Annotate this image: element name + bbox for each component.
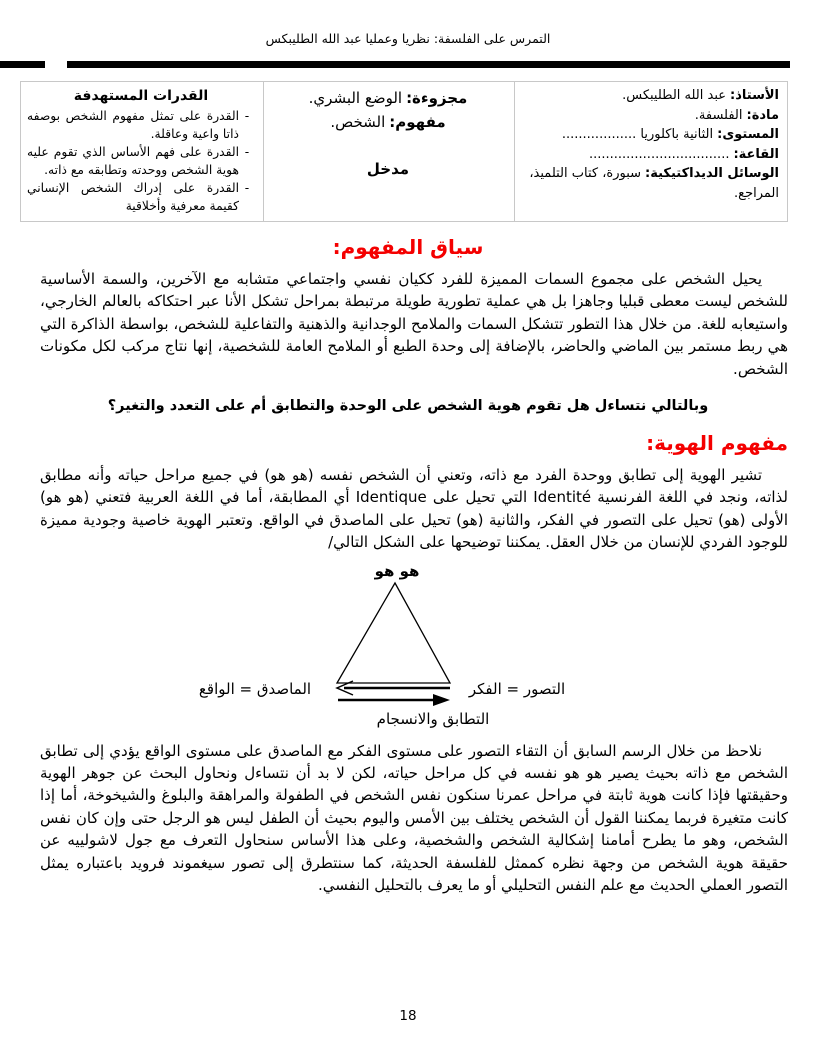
problematic-question: وبالتالي نتساءل هل تقوم هوية الشخص على الوحدة والتطابق أم على التعدد والتغير؟ [107, 398, 709, 415]
lesson-info-table [20, 81, 788, 222]
teacher-info-cell [515, 82, 788, 222]
conclusion-paragraph: نلاحظ من خلال الرسم السابق أن التقاء التصور على مستوى الفكر مع الماصدق على مستوى الواقع يؤدي إلى تطابق الشخص مع ذاته بحيث يصير هو هو نفسه في كل مراحل حياته، لكن لا بد أن نتساءل ونحاول البحث عن جوهر الهوية وحقيقتها فإذا كانت هوية ثابتة في مراحل عمرنا سنكون نفس الشخص في الطفولة والمراهقة والبلوغ والشيخوخة، أما إذا كانت متغيرة فربما يمكننا القول أن الشخص يختلف بين الأمس واليوم بحيث أن الطفل ليس هو الرجل حتى وإن كان نفس الشخص، وهو ما يطرح أمامنا إشكالية الشخص والشخصية، وعلى هذا الأساس سنحاول التعرف مع جول لاشولييه عن حقيقة هوية الشخص من وجهة نظره كممثل للفلسفة الحديثة، كما سنتطرق إلى تصور سيغموند فرويد باعتباره يمثل التصور العملي الحديث مع علم النفس التحليلي أو ما يعرف بالتحليل النفسي. [40, 741, 788, 895]
module-info-cell [264, 82, 515, 222]
entry-heading: مدخل [366, 160, 410, 178]
subject-label: مادة: [746, 107, 779, 123]
lesson-info-row [21, 82, 788, 222]
didactic-means-label: الوسائل الديداكتيكية: [645, 166, 779, 181]
concept-label: مفهوم: [389, 113, 446, 131]
module-label: مجزوءة: [406, 89, 468, 107]
capacity-item-text: القدرة على فهم الأساس الذي تقوم عليه هوية الشخص ووحدته وتطابقه مع ذاته. [27, 145, 239, 177]
didactic-means-value: سبورة، كتاب التلميذ، المراجع. [529, 166, 779, 201]
header-rule-main-segment [67, 61, 790, 68]
page-number: 18 [399, 1008, 417, 1024]
diagram-top-label: هو هو [374, 561, 420, 580]
identity-section-heading: مفهوم الهوية: [646, 431, 788, 456]
room-line [521, 145, 779, 165]
concept-value: الشخص. [330, 113, 386, 131]
dash-bullet: - [244, 109, 250, 123]
room-value: .................................. [588, 146, 730, 162]
level-value: الثانية باكلوريا .................. [561, 127, 714, 142]
header-rule [0, 61, 816, 68]
level-label: المستوى: [717, 127, 779, 142]
running-header-title: التمرس على الفلسفة: نظريا وعمليا عبد الله الطليبكس [265, 31, 551, 46]
context-paragraph: يحيل الشخص على مجموع السمات المميزة للفرد ككيان نفسي واجتماعي متشابه مع الآخرين، والسمة الأساسية للشخص ليست معطى قبليا وجاهزا بل هي عملية تطورية طويلة مرتبطة بمراحل تشكل الأنا عبر احتكاكه بالعالم الخارجي، واستيعابه للغة. من خلال هذا التطور تتشكل السمات والملامح الوجدانية والذهنية والتفاعلية للشخص، بواسطة الذاكرة التي هي ربط مستمر بين الماضي والحاضر، بالإضافة إلى وحدة الطبع أو الملامح العامة للشخصية، إنها نتاج مركب لكل مكونات الشخص. [40, 270, 788, 378]
diagram-bottom-label: التطابق والانسجام [376, 709, 490, 728]
concept-line [270, 110, 506, 134]
module-value: الوضع البشري. [308, 89, 403, 107]
room-label: القاعة: [733, 146, 779, 162]
diagram-right-label: التصور = الفكر [468, 679, 566, 698]
level-line [521, 125, 779, 145]
teacher-line [521, 86, 779, 106]
subject-value: الفلسفة. [694, 107, 743, 123]
identity-paragraph: تشير الهوية إلى تطابق ووحدة الفرد مع ذاته، وتعني أن الشخص نفسه (هو هو) في جميع مراحل حياته وأنه مطابق لذاته، ونجد في اللغة الفرنسية Identité التي تحيل على Identique أي المطابقة، أما في اللغة العربية فتعني (هو هو) الأولى (هو) تحيل على التصور في الفكر، والثانية (هو) تحيل على الماصدق في الواقع. وتعتبر الهوية خاصية وجودية مميزة للوجود الفردي للإنسان من خلال العقل. يمكننا توضيحها على الشكل التالي/ [40, 466, 788, 552]
capacities-cell [21, 82, 264, 222]
triangle-shape [337, 583, 450, 683]
capacity-item [27, 143, 255, 179]
capacity-item-text: القدرة على إدراك الشخص الإنساني كقيمة معرفية وأخلاقية [27, 181, 239, 213]
teacher-label: الأستاذ: [730, 88, 779, 103]
teacher-value: عبد الله الطليبكس. [622, 88, 727, 103]
identity-triangle-diagram [0, 558, 816, 733]
dash-bullet: - [244, 181, 250, 195]
capacity-item-text: القدرة على تمثل مفهوم الشخص بوصفه ذاتا واعية وعاقلة. [27, 109, 239, 141]
right-arrow-head [433, 694, 450, 706]
capacity-item [27, 107, 255, 143]
dash-bullet: - [244, 145, 250, 159]
context-section-heading: سياق المفهوم: [332, 235, 484, 259]
capacities-title: القدرات المستهدفة [73, 88, 209, 104]
diagram-left-label: الماصدق = الواقع [198, 679, 312, 698]
didactic-means-line [521, 164, 779, 203]
header-rule-left-segment [0, 61, 45, 68]
subject-line [521, 106, 779, 126]
module-line [270, 86, 506, 110]
capacity-item [27, 179, 255, 215]
